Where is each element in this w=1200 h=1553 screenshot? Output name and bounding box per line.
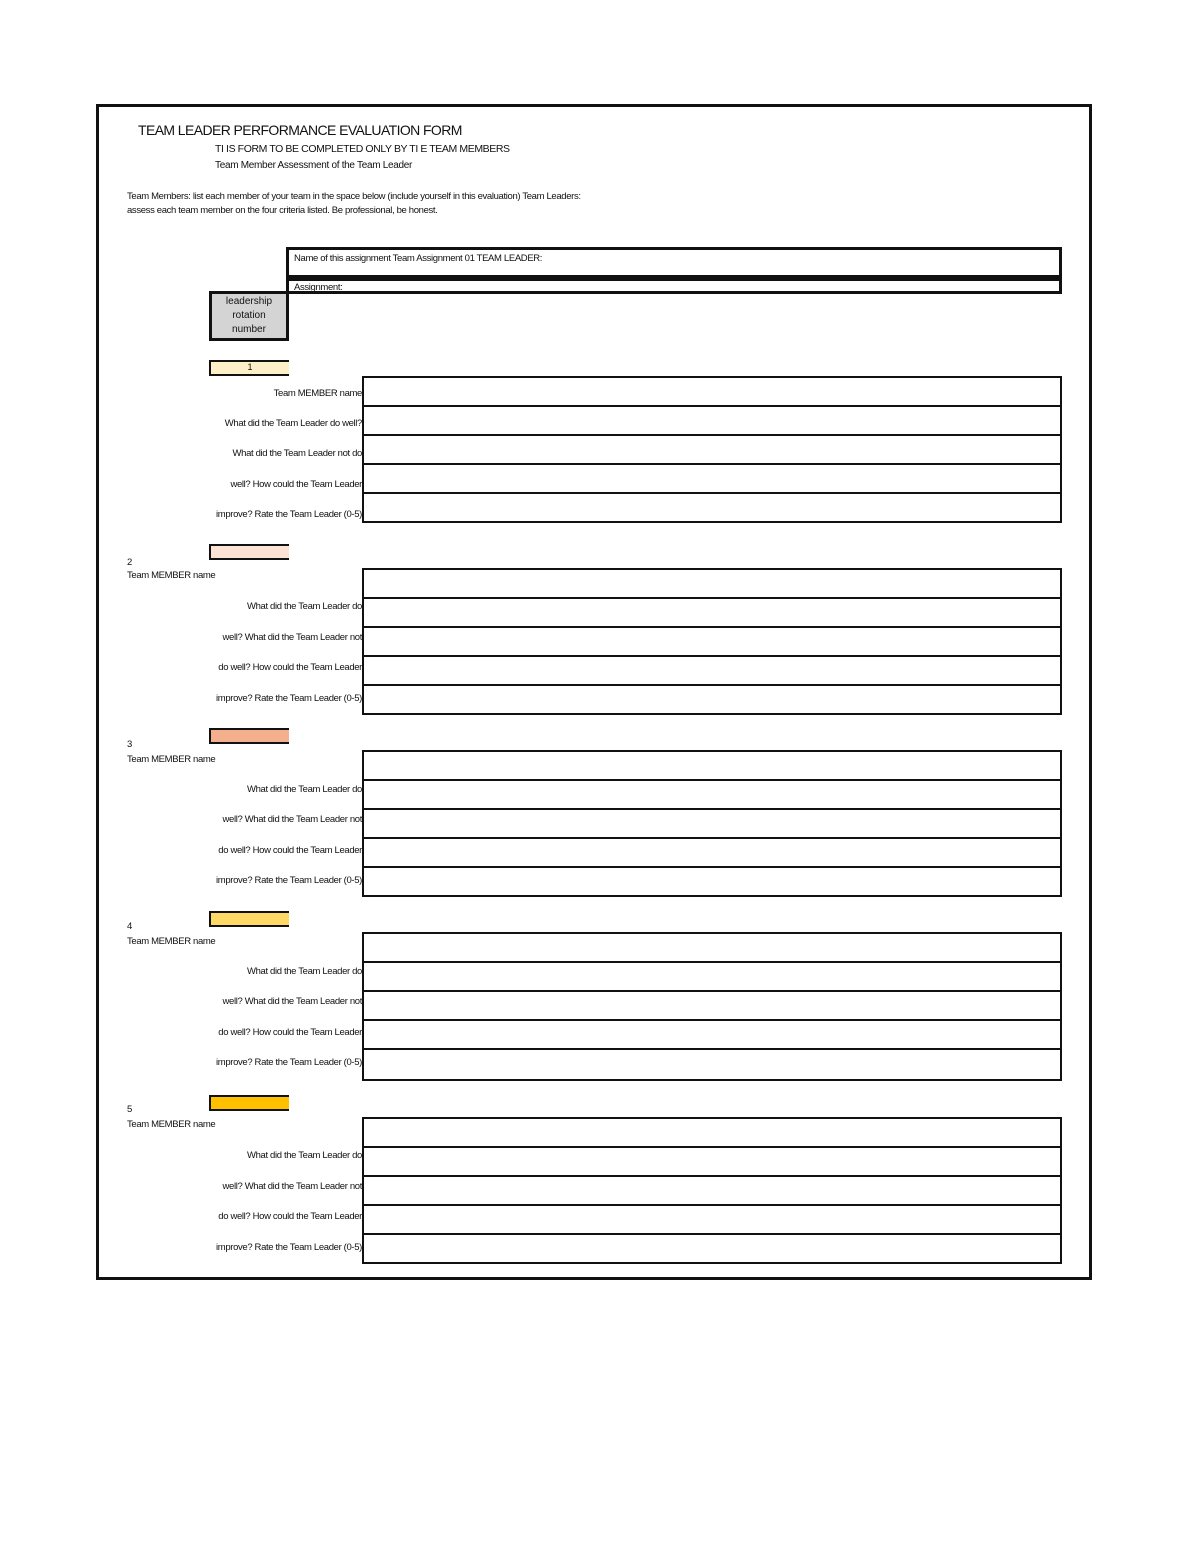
section-5-label-1: What did the Team Leader do <box>246 1150 362 1161</box>
section-3-member-name-label: Team MEMBER name <box>127 754 216 765</box>
section-2-label-4: improve? Rate the Team Leader (0-5) <box>216 693 362 704</box>
section-4-did-well-input[interactable] <box>364 963 1060 992</box>
section-4-label-2: well? What did the Team Leader not <box>222 996 362 1007</box>
section-3-color-swatch <box>209 728 289 744</box>
section-5-number: 5 <box>127 1104 133 1115</box>
section-1-label-3: What did the Team Leader not do <box>232 448 362 459</box>
section-1-label-5: improve? Rate the Team Leader (0-5) <box>216 509 362 520</box>
instructions-line-2: assess each team member on the four criteria listed. Be professional, be honest. <box>127 205 438 216</box>
section-2-color-swatch <box>209 544 289 560</box>
section-3-member-name-input[interactable] <box>364 752 1060 781</box>
assignment-field[interactable] <box>286 278 1062 294</box>
section-5-not-well-input[interactable] <box>364 1177 1060 1206</box>
section-1-color-swatch <box>209 360 289 376</box>
section-2-number: 2 <box>127 557 133 568</box>
section-2-member-name-input[interactable] <box>364 570 1060 599</box>
section-2-label-2: well? What did the Team Leader not <box>222 632 362 643</box>
section-5-improve-input[interactable] <box>364 1206 1060 1235</box>
section-3-not-well-input[interactable] <box>364 810 1060 839</box>
rotation-label-line-3: number <box>232 324 266 335</box>
section-3-label-4: improve? Rate the Team Leader (0-5) <box>216 875 362 886</box>
section-5-label-2: well? What did the Team Leader not <box>222 1181 362 1192</box>
section-3-improve-input[interactable] <box>364 839 1060 868</box>
leadership-rotation-number-box <box>209 291 289 341</box>
instructions-line-1: Team Members: list each member of your team in the space below (include yourself in this evaluation) Team Leaders: <box>127 191 581 202</box>
section-4-label-3: do well? How could the Team Leader <box>218 1027 362 1038</box>
section-4-color-swatch <box>209 911 289 927</box>
section-3-label-1: What did the Team Leader do <box>246 784 362 795</box>
section-4-label-4: improve? Rate the Team Leader (0-5) <box>216 1057 362 1068</box>
section-2-improve-input[interactable] <box>364 657 1060 686</box>
section-4-not-well-input[interactable] <box>364 992 1060 1021</box>
section-5-input-grid <box>362 1117 1062 1264</box>
assignment-name-label: Name of this assignment Team Assignment 01 TEAM LEADER: <box>294 253 543 264</box>
section-3-rating-input[interactable] <box>364 868 1060 897</box>
section-1-number: 1 <box>247 362 253 372</box>
section-5-member-name-input[interactable] <box>364 1119 1060 1148</box>
section-1-label-2: What did the Team Leader do well? <box>224 418 362 429</box>
section-1-did-well-input[interactable] <box>364 407 1060 436</box>
section-1-input-grid <box>362 376 1062 523</box>
section-4-improve-input[interactable] <box>364 1021 1060 1050</box>
section-1-label-1: Team MEMBER name <box>273 388 362 399</box>
assignment-name-field[interactable] <box>286 247 1062 278</box>
rotation-label-line-1: leadership <box>225 296 273 307</box>
rotation-label-line-2: rotation <box>232 310 266 321</box>
section-5-label-3: do well? How could the Team Leader <box>218 1211 362 1222</box>
section-5-color-swatch <box>209 1095 289 1111</box>
section-3-number: 3 <box>127 739 133 750</box>
form-subtitle: TI IS FORM TO BE COMPLETED ONLY BY TI E TEAM MEMBERS <box>215 143 510 155</box>
section-1-improve-input[interactable] <box>364 465 1060 494</box>
form-subtitle-assessment: Team Member Assessment of the Team Leader <box>215 160 413 171</box>
section-1-not-well-input[interactable] <box>364 436 1060 465</box>
section-1-rating-input[interactable] <box>364 494 1060 523</box>
section-3-label-3: do well? How could the Team Leader <box>218 845 362 856</box>
section-5-member-name-label: Team MEMBER name <box>127 1119 216 1130</box>
section-5-did-well-input[interactable] <box>364 1148 1060 1177</box>
section-1-label-4: well? How could the Team Leader <box>230 479 362 490</box>
section-4-number: 4 <box>127 921 133 932</box>
section-3-input-grid <box>362 750 1062 897</box>
section-2-did-well-input[interactable] <box>364 599 1060 628</box>
section-4-label-1: What did the Team Leader do <box>246 966 362 977</box>
section-2-label-1: What did the Team Leader do <box>246 601 362 612</box>
section-2-label-3: do well? How could the Team Leader <box>218 662 362 673</box>
section-4-input-grid <box>362 932 1062 1081</box>
section-4-member-name-label: Team MEMBER name <box>127 936 216 947</box>
section-2-rating-input[interactable] <box>364 686 1060 715</box>
section-2-not-well-input[interactable] <box>364 628 1060 657</box>
section-4-rating-input[interactable] <box>364 1050 1060 1079</box>
section-3-did-well-input[interactable] <box>364 781 1060 810</box>
section-3-label-2: well? What did the Team Leader not <box>222 814 362 825</box>
section-4-member-name-input[interactable] <box>364 934 1060 963</box>
form-title: TEAM LEADER PERFORMANCE EVALUATION FORM <box>138 122 462 138</box>
section-5-rating-input[interactable] <box>364 1235 1060 1264</box>
section-5-label-4: improve? Rate the Team Leader (0-5) <box>216 1242 362 1253</box>
section-2-member-name-label: Team MEMBER name <box>127 570 216 581</box>
section-1-member-name-input[interactable] <box>364 378 1060 407</box>
assignment-label: Assignment: <box>294 282 343 293</box>
section-2-input-grid <box>362 568 1062 715</box>
